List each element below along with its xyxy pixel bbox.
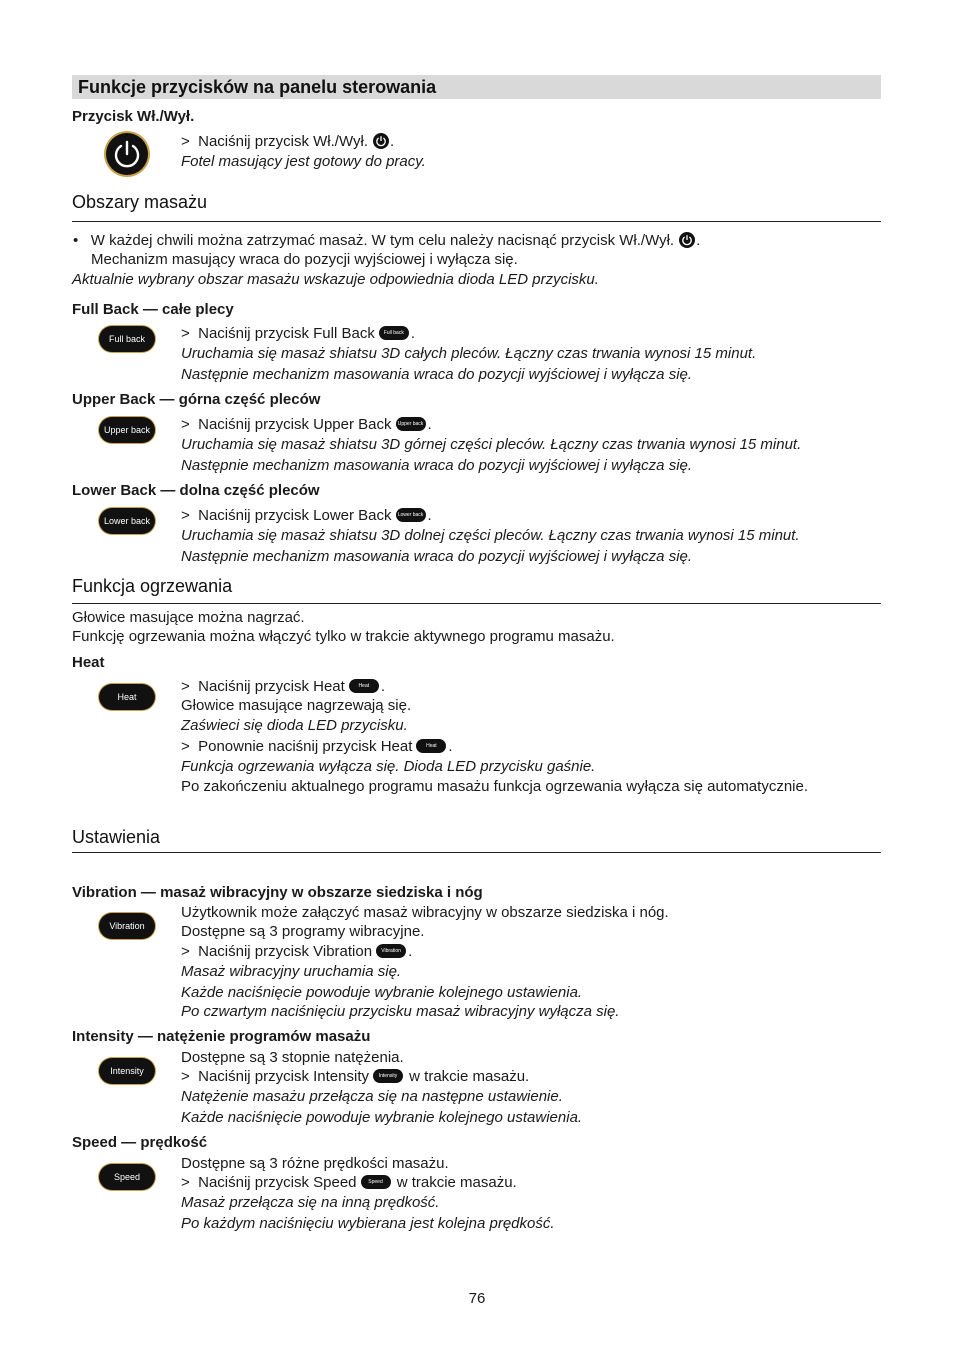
settings-title: Ustawienia xyxy=(72,827,161,847)
areas-divider xyxy=(72,221,881,222)
heat-line3: Funkcja ogrzewania wyłącza się. Dioda LED przycisku gaśnie. xyxy=(181,758,596,775)
section-header-title: Funkcje przycisków na panelu sterowania xyxy=(78,77,437,97)
lower-back-button: Lower back xyxy=(99,508,155,534)
vibration-action: > Naciśnij przycisk Vibration Vibration . xyxy=(181,943,413,960)
areas-bullet-text: W każdej chwili można zatrzymać masaż. W tym celu należy nacisnąć przycisk Wł./Wył. xyxy=(90,232,675,249)
intensity-line2: Natężenie masażu przełącza się na następne ustawienie. xyxy=(181,1088,563,1105)
vibration-action-text: Naciśnij przycisk Vibration xyxy=(198,943,373,960)
lower-back-mini-button: Lower back xyxy=(396,508,426,522)
intensity-mini-button: Intensity xyxy=(373,1069,403,1083)
full-back-line1: Uruchamia się masaż shiatsu 3D całych pleców. Łączny czas trwania wynosi 15 minut. xyxy=(181,345,757,362)
vibration-line5: Po czwartym naciśnięciu przycisku masaż wibracyjny wyłącza się. xyxy=(181,1003,620,1020)
power-action-text: Naciśnij przycisk Wł./Wył. xyxy=(198,133,368,150)
heating-title: Funkcja ogrzewania xyxy=(72,576,233,596)
full-back-mini-button: Full back xyxy=(379,326,409,340)
speed-subtitle: Speed — prędkość xyxy=(72,1134,208,1151)
lower-back-line2: Następnie mechanizm masowania wraca do pozycji wyjściowej i wyłącza się. xyxy=(181,548,693,565)
heat-line2: Zaświeci się dioda LED przycisku. xyxy=(181,717,408,734)
upper-back-button: Upper back xyxy=(99,417,155,443)
heat-action2-text: Ponownie naciśnij przycisk Heat xyxy=(198,738,413,755)
full-back-line2: Następnie mechanizm masowania wraca do pozycji wyjściowej i wyłącza się. xyxy=(181,366,693,383)
speed-action: > Naciśnij przycisk Speed Speed w trakcie masażu. xyxy=(181,1174,517,1191)
lower-back-line1: Uruchamia się masaż shiatsu 3D dolnej części pleców. Łączny czas trwania wynosi 15 minut. xyxy=(181,527,800,544)
heat-subtitle: Heat xyxy=(72,654,105,671)
lower-back-subtitle: Lower Back — dolna część pleców xyxy=(72,482,320,499)
speed-mini-button: Speed xyxy=(361,1175,391,1189)
heat-mini-button: Heat xyxy=(416,739,446,753)
vibration-line4: Każde naciśnięcie powoduje wybranie kolejnego ustawienia. xyxy=(181,984,583,1001)
areas-title: Obszary masażu xyxy=(72,192,208,212)
full-back-subtitle: Full Back — całe plecy xyxy=(72,301,234,318)
settings-divider xyxy=(72,852,881,853)
power-button-icon xyxy=(106,133,148,175)
heat-mini-button: Heat xyxy=(349,679,379,693)
lower-back-action: > Naciśnij przycisk Lower Back Lower back . xyxy=(181,507,432,524)
power-subtitle: Przycisk Wł./Wył. xyxy=(72,108,195,125)
heat-line1: Głowice masujące nagrzewają się. xyxy=(181,697,412,714)
speed-action-suffix: w trakcie masażu. xyxy=(396,1174,517,1191)
upper-back-action: > Naciśnij przycisk Upper Back Upper back . xyxy=(181,416,432,433)
intensity-button: Intensity xyxy=(99,1058,155,1084)
heat-action2: > Ponownie naciśnij przycisk Heat Heat . xyxy=(181,738,453,755)
intensity-action: > Naciśnij przycisk Intensity Intensity w trakcie masażu. xyxy=(181,1068,530,1085)
speed-action-text: Naciśnij przycisk Speed xyxy=(198,1174,357,1191)
vibration-subtitle: Vibration — masaż wibracyjny w obszarze siedziska i nóg xyxy=(72,884,483,901)
intensity-action-suffix: w trakcie masażu. xyxy=(409,1068,530,1085)
heat-action1-text: Naciśnij przycisk Heat xyxy=(198,678,345,695)
section-header-bar xyxy=(72,75,881,99)
heat-action1: > Naciśnij przycisk Heat Heat . xyxy=(181,678,385,695)
lower-back-action-text: Naciśnij przycisk Lower Back xyxy=(198,507,392,524)
intensity-subtitle: Intensity — natężenie programów masażu xyxy=(72,1028,371,1045)
power-icon-inline xyxy=(679,232,695,248)
upper-back-line2: Następnie mechanizm masowania wraca do pozycji wyjściowej i wyłącza się. xyxy=(181,457,693,474)
full-back-action-text: Naciśnij przycisk Full Back xyxy=(198,325,375,342)
upper-back-action-text: Naciśnij przycisk Upper Back xyxy=(198,416,392,433)
intensity-line1: Dostępne są 3 stopnie natężenia. xyxy=(181,1049,404,1066)
speed-line3: Po każdym naciśnięciu wybierana jest kolejna prędkość. xyxy=(181,1215,555,1232)
speed-line2: Masaż przełącza się na inną prędkość. xyxy=(181,1194,440,1211)
full-back-action: > Naciśnij przycisk Full Back Full back . xyxy=(181,325,415,342)
power-icon-inline xyxy=(373,133,389,149)
full-back-button: Full back xyxy=(99,326,155,352)
upper-back-subtitle: Upper Back — górna część pleców xyxy=(72,391,321,408)
intensity-line3: Każde naciśnięcie powoduje wybranie kolejnego ustawienia. xyxy=(181,1109,583,1126)
heating-intro1: Głowice masujące można nagrzać. xyxy=(72,609,305,626)
areas-bullet-line2: Mechanizm masujący wraca do pozycji wyjściowej i wyłącza się. xyxy=(91,251,518,268)
vibration-button: Vibration xyxy=(99,913,155,939)
speed-line1: Dostępne są 3 różne prędkości masażu. xyxy=(181,1155,449,1172)
intensity-action-text: Naciśnij przycisk Intensity xyxy=(198,1068,369,1085)
heating-intro2: Funkcję ogrzewania można włączyć tylko w trakcie aktywnego programu masażu. xyxy=(72,628,615,645)
heat-line4: Po zakończeniu aktualnego programu masażu funkcja ogrzewania wyłącza się automatycznie. xyxy=(181,778,809,795)
heat-button: Heat xyxy=(99,684,155,710)
vibration-line2: Dostępne są 3 programy wibracyjne. xyxy=(181,923,425,940)
heating-divider xyxy=(72,603,881,604)
vibration-line1: Użytkownik może załączyć masaż wibracyjny w obszarze siedziska i nóg. xyxy=(181,904,669,921)
vibration-line3: Masaż wibracyjny uruchamia się. xyxy=(181,963,402,980)
power-result: Fotel masujący jest gotowy do pracy. xyxy=(181,153,426,170)
vibration-mini-button: Vibration xyxy=(376,944,406,958)
upper-back-line1: Uruchamia się masaż shiatsu 3D górnej części pleców. Łączny czas trwania wynosi 15 minut. xyxy=(181,436,802,453)
speed-button: Speed xyxy=(99,1164,155,1190)
upper-back-mini-button: Upper back xyxy=(396,417,426,431)
power-action: > Naciśnij przycisk Wł./Wył. . xyxy=(181,133,395,150)
areas-bullet: • W każdej chwili można zatrzymać masaż. W tym celu należy nacisnąć przycisk Wł./Wył. . xyxy=(73,232,701,249)
areas-note: Aktualnie wybrany obszar masażu wskazuje odpowiednia dioda LED przycisku. xyxy=(72,271,599,288)
page-number: 76 xyxy=(468,1290,486,1307)
